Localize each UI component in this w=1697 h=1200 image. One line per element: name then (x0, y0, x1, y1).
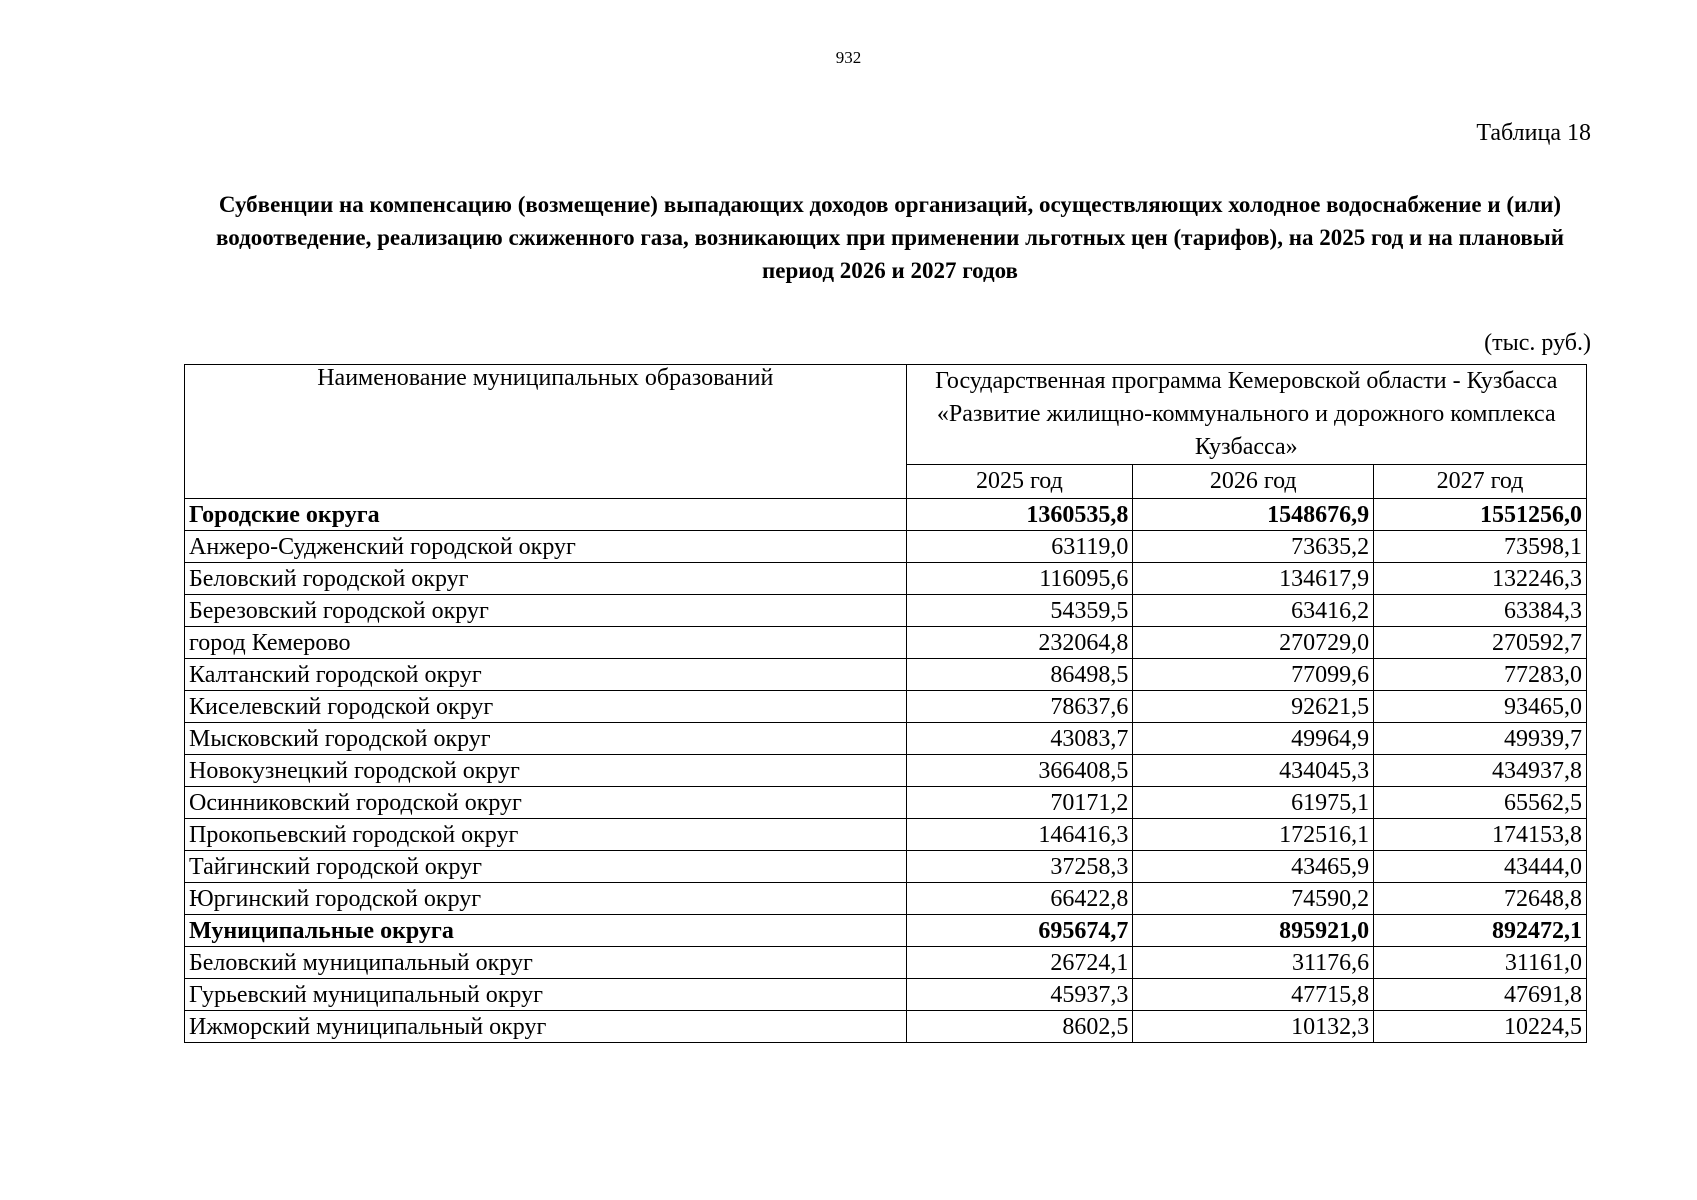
header-year-2025: 2025 год (906, 465, 1133, 499)
table-row (185, 627, 1587, 659)
municipality-name-cell: Юргинский городской округ (185, 883, 907, 915)
value-2025-cell: 78637,6 (906, 691, 1133, 723)
table-row (185, 947, 1587, 979)
value-2026-cell: 92621,5 (1133, 691, 1374, 723)
table-label: Таблица 18 (1476, 120, 1591, 146)
value-2026-cell: 270729,0 (1133, 627, 1374, 659)
subsidies-table (184, 364, 1587, 1043)
table-row (185, 883, 1587, 915)
value-2026-cell: 63416,2 (1133, 595, 1374, 627)
municipality-name-cell: Ижморский муниципальный округ (185, 1011, 907, 1043)
value-2025-cell: 63119,0 (906, 531, 1133, 563)
value-2027-cell: 77283,0 (1374, 659, 1587, 691)
municipality-name-cell: Киселевский городской округ (185, 691, 907, 723)
table-row (185, 851, 1587, 883)
value-2027-cell: 73598,1 (1374, 531, 1587, 563)
value-2026-cell: 43465,9 (1133, 851, 1374, 883)
value-2025-cell: 232064,8 (906, 627, 1133, 659)
value-2027-cell: 132246,3 (1374, 563, 1587, 595)
value-2027-cell: 31161,0 (1374, 947, 1587, 979)
municipality-name-cell: Мысковский городской округ (185, 723, 907, 755)
value-2026-cell: 49964,9 (1133, 723, 1374, 755)
municipality-name-cell: Городские округа (185, 499, 907, 531)
table-row (185, 1011, 1587, 1043)
municipality-name-cell: Прокопьевский городской округ (185, 819, 907, 851)
units-label: (тыс. руб.) (1484, 330, 1591, 356)
value-2025-cell: 43083,7 (906, 723, 1133, 755)
document-title: Субвенции на компенсацию (возмещение) выпадающих доходов организаций, осуществляющих холодное водоснабжение и (или) водоотведение, реализацию сжиженного газа, возникающих при применении льготных цен (тарифов), на 2025 год и на плановый период 2026 и 2027 годов (215, 192, 1565, 283)
value-2026-cell: 1548676,9 (1133, 499, 1374, 531)
value-2025-cell: 695674,7 (906, 915, 1133, 947)
value-2025-cell: 366408,5 (906, 755, 1133, 787)
table-group-row (185, 499, 1587, 531)
value-2026-cell: 77099,6 (1133, 659, 1374, 691)
header-year-2027: 2027 год (1374, 465, 1587, 499)
value-2025-cell: 70171,2 (906, 787, 1133, 819)
header-state-program: Государственная программа Кемеровской области - Кузбасса «Развитие жилищно-коммунального и дорожного комплекса Кузбасса» (906, 365, 1586, 465)
value-2025-cell: 45937,3 (906, 979, 1133, 1011)
municipality-name-cell: Анжеро-Судженский городской округ (185, 531, 907, 563)
value-2026-cell: 172516,1 (1133, 819, 1374, 851)
value-2026-cell: 895921,0 (1133, 915, 1374, 947)
page-number: 932 (835, 48, 862, 67)
value-2025-cell: 37258,3 (906, 851, 1133, 883)
value-2027-cell: 63384,3 (1374, 595, 1587, 627)
value-2027-cell: 434937,8 (1374, 755, 1587, 787)
table-row (185, 595, 1587, 627)
header-municipality-name: Наименование муниципальных образований (185, 365, 907, 499)
value-2026-cell: 74590,2 (1133, 883, 1374, 915)
municipality-name-cell: Осинниковский городской округ (185, 787, 907, 819)
municipality-name-cell: Новокузнецкий городской округ (185, 755, 907, 787)
value-2027-cell: 892472,1 (1374, 915, 1587, 947)
table-row (185, 563, 1587, 595)
value-2026-cell: 47715,8 (1133, 979, 1374, 1011)
value-2025-cell: 26724,1 (906, 947, 1133, 979)
value-2025-cell: 54359,5 (906, 595, 1133, 627)
table-row (185, 691, 1587, 723)
value-2025-cell: 116095,6 (906, 563, 1133, 595)
value-2027-cell: 270592,7 (1374, 627, 1587, 659)
table-row (185, 755, 1587, 787)
municipality-name-cell: Тайгинский городской округ (185, 851, 907, 883)
table-row (185, 531, 1587, 563)
table-row (185, 979, 1587, 1011)
table-header-row (185, 365, 1587, 465)
value-2025-cell: 8602,5 (906, 1011, 1133, 1043)
value-2026-cell: 434045,3 (1133, 755, 1374, 787)
municipality-name-cell: Калтанский городской округ (185, 659, 907, 691)
table-group-row (185, 915, 1587, 947)
value-2027-cell: 65562,5 (1374, 787, 1587, 819)
municipality-name-cell: Гурьевский муниципальный округ (185, 979, 907, 1011)
table-row (185, 723, 1587, 755)
header-year-2026: 2026 год (1133, 465, 1374, 499)
value-2025-cell: 66422,8 (906, 883, 1133, 915)
value-2027-cell: 49939,7 (1374, 723, 1587, 755)
table-row (185, 819, 1587, 851)
value-2026-cell: 134617,9 (1133, 563, 1374, 595)
value-2026-cell: 10132,3 (1133, 1011, 1374, 1043)
municipality-name-cell: город Кемерово (185, 627, 907, 659)
value-2026-cell: 73635,2 (1133, 531, 1374, 563)
table-row (185, 787, 1587, 819)
value-2027-cell: 47691,8 (1374, 979, 1587, 1011)
value-2026-cell: 61975,1 (1133, 787, 1374, 819)
value-2027-cell: 1551256,0 (1374, 499, 1587, 531)
municipality-name-cell: Беловский городской округ (185, 563, 907, 595)
value-2025-cell: 146416,3 (906, 819, 1133, 851)
value-2027-cell: 10224,5 (1374, 1011, 1587, 1043)
municipality-name-cell: Муниципальные округа (185, 915, 907, 947)
value-2026-cell: 31176,6 (1133, 947, 1374, 979)
value-2027-cell: 72648,8 (1374, 883, 1587, 915)
municipality-name-cell: Беловский муниципальный округ (185, 947, 907, 979)
value-2027-cell: 174153,8 (1374, 819, 1587, 851)
municipality-name-cell: Березовский городской округ (185, 595, 907, 627)
table-body (185, 499, 1587, 1043)
value-2027-cell: 43444,0 (1374, 851, 1587, 883)
value-2027-cell: 93465,0 (1374, 691, 1587, 723)
value-2025-cell: 86498,5 (906, 659, 1133, 691)
value-2025-cell: 1360535,8 (906, 499, 1133, 531)
table-row (185, 659, 1587, 691)
